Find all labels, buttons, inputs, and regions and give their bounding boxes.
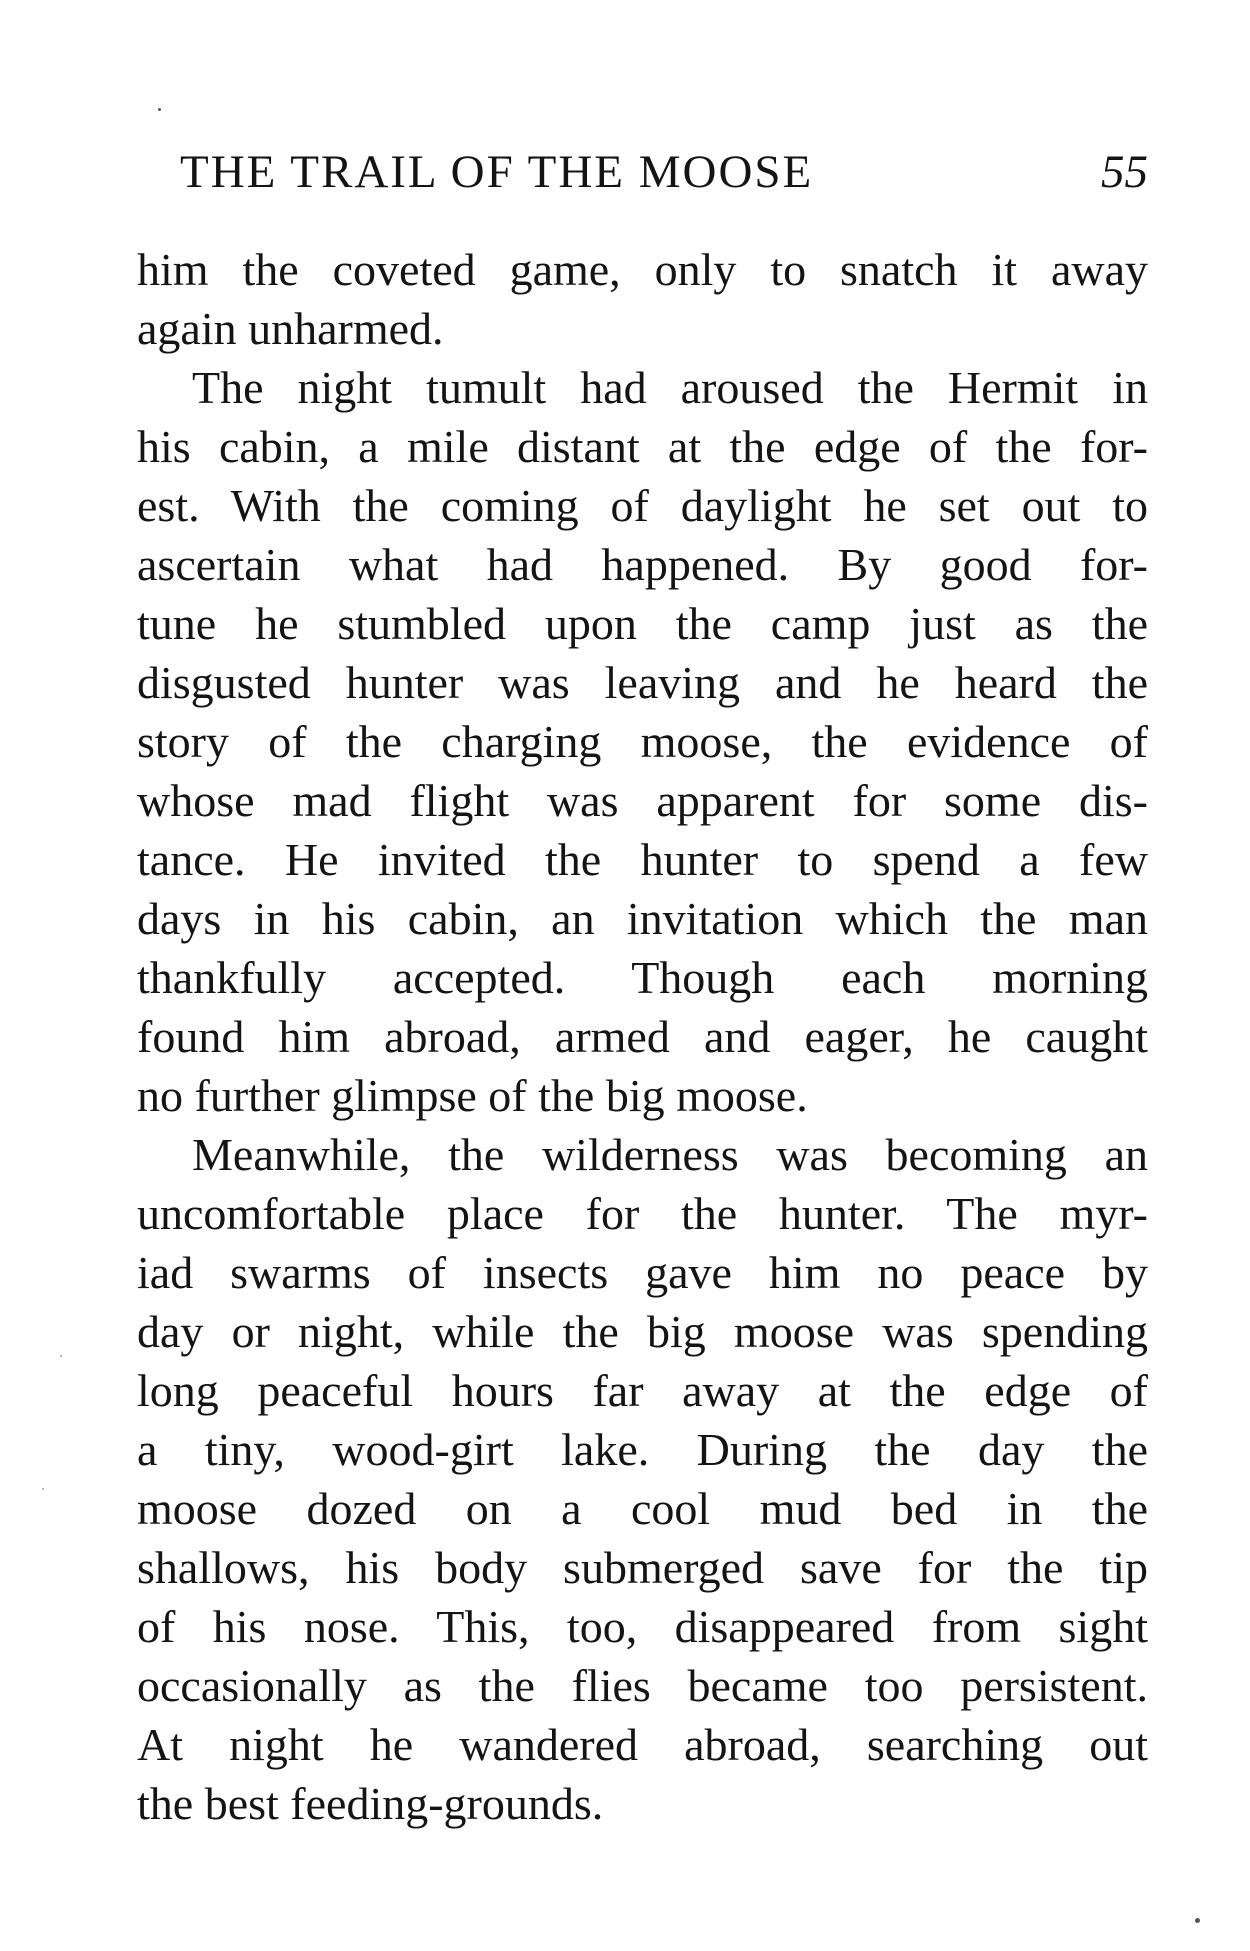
- text-line: days in his cabin, an invitation which the man: [137, 893, 1148, 944]
- text-line: Meanwhile, the wilderness was becoming an: [192, 1129, 1148, 1180]
- text-line: long peaceful hours far away at the edge of: [137, 1365, 1148, 1416]
- text-line: no further glimpse of the big moose.: [137, 1070, 808, 1121]
- text-line: the best feeding-grounds.: [137, 1778, 604, 1829]
- scan-speck: [60, 1355, 62, 1357]
- text-line: disgusted hunter was leaving and he heard the: [137, 657, 1148, 708]
- body-text: [137, 240, 1148, 1833]
- text-line: found him abroad, armed and eager, he caught: [137, 1011, 1148, 1062]
- text-line: uncomfortable place for the hunter. The myr-: [137, 1188, 1148, 1239]
- text-line: his cabin, a mile distant at the edge of the for-: [137, 421, 1148, 472]
- text-line: tune he stumbled upon the camp just as the: [137, 598, 1148, 649]
- scan-speck: [1195, 1918, 1200, 1923]
- text-line: him the coveted game, only to snatch it away: [137, 244, 1148, 295]
- text-line: thankfully accepted. Though each morning: [137, 952, 1148, 1003]
- text-line: day or night, while the big moose was spending: [137, 1306, 1148, 1357]
- text-line: tance. He invited the hunter to spend a few: [137, 834, 1148, 885]
- text-line: iad swarms of insects gave him no peace by: [137, 1247, 1148, 1298]
- scan-speck: [158, 108, 161, 111]
- running-head-title: THE TRAIL OF THE MOOSE: [180, 146, 814, 198]
- text-line: moose dozed on a cool mud bed in the: [137, 1483, 1148, 1534]
- text-line: At night he wandered abroad, searching out: [137, 1719, 1148, 1770]
- text-line: story of the charging moose, the evidence of: [137, 716, 1148, 767]
- page-number: 55: [1101, 146, 1148, 198]
- text-line: whose mad flight was apparent for some dis-: [137, 775, 1148, 826]
- text-line: occasionally as the flies became too persistent.: [137, 1660, 1148, 1711]
- text-line: of his nose. This, too, disappeared from sight: [137, 1601, 1148, 1652]
- scan-speck: [42, 1488, 44, 1490]
- text-line: ascertain what had happened. By good for-: [137, 539, 1148, 590]
- text-line: again unharmed.: [137, 303, 444, 354]
- text-line: shallows, his body submerged save for the tip: [137, 1542, 1148, 1593]
- running-head: [180, 142, 1148, 202]
- text-line: est. With the coming of daylight he set out to: [137, 480, 1148, 531]
- text-line: The night tumult had aroused the Hermit in: [192, 362, 1148, 413]
- text-line: a tiny, wood-girt lake. During the day the: [137, 1424, 1148, 1475]
